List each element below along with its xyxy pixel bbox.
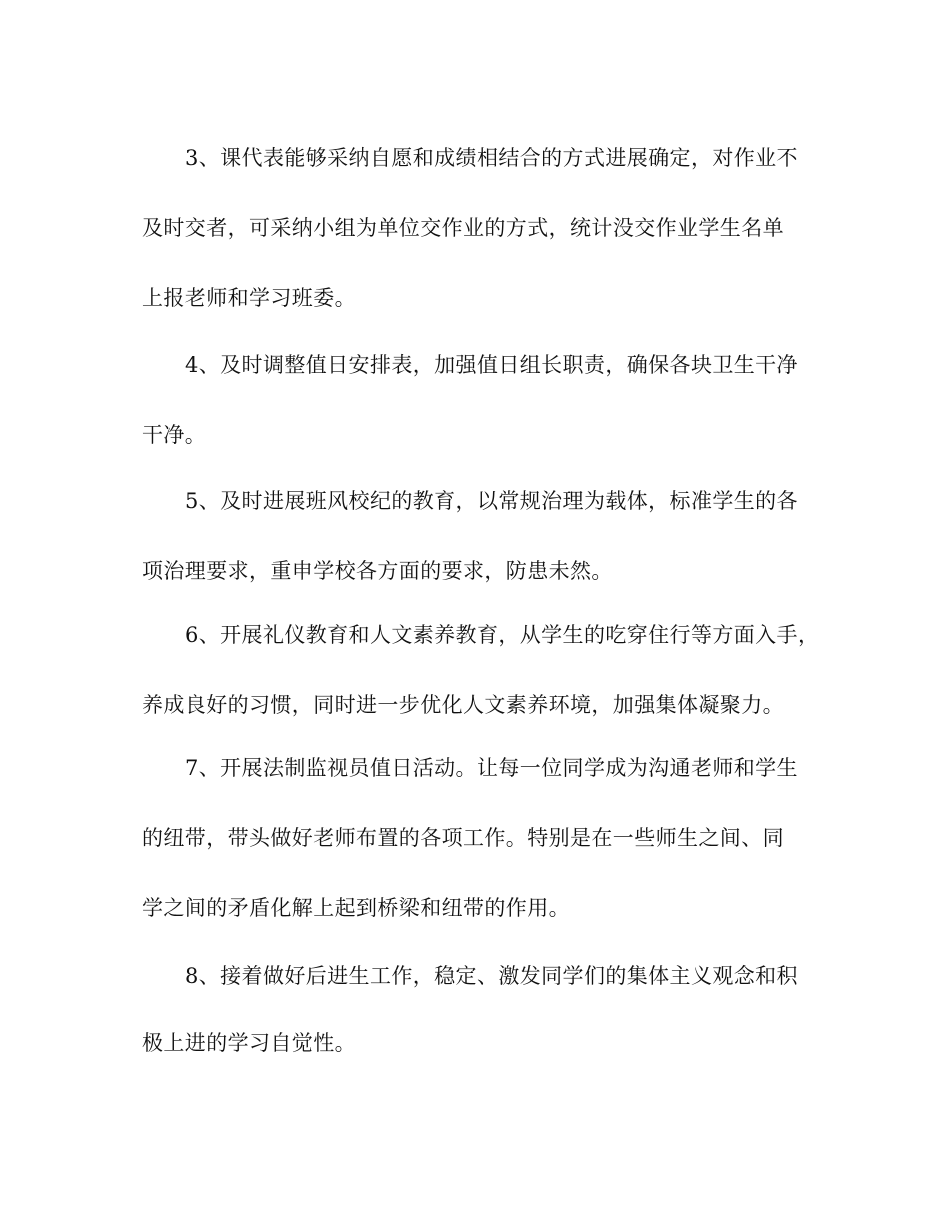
paragraph-3-line-1: 3、课代表能够采纳自愿和成绩相结合的方式进展确定，对作业不 bbox=[185, 146, 798, 170]
paragraph-5-line-1: 5、及时进展班风校纪的教育，以常规治理为载体，标准学生的各 bbox=[185, 489, 798, 513]
paragraph-7-line-3: 学之间的矛盾化解上起到桥梁和纽带的作用。 bbox=[142, 896, 570, 920]
paragraph-4-line-1: 4、及时调整值日安排表，加强值日组长职责，确保各块卫生干净 bbox=[185, 353, 798, 377]
paragraph-8-line-1: 8、接着做好后进生工作，稳定、激发同学们的集体主义观念和积 bbox=[185, 964, 798, 988]
paragraph-6-line-1: 6、开展礼仪教育和人文素养教育，从学生的吃穿住行等方面入手， bbox=[185, 623, 820, 647]
paragraph-8-line-2: 极上进的学习自觉性。 bbox=[142, 1031, 356, 1055]
paragraph-7-line-2: 的纽带，带头做好老师布置的各项工作。特别是在一些师生之间、同 bbox=[142, 826, 784, 850]
paragraph-4-line-2: 干净。 bbox=[142, 423, 207, 447]
paragraph-3-line-3: 上报老师和学习班委。 bbox=[142, 286, 356, 310]
paragraph-3-line-2: 及时交者，可采纳小组为单位交作业的方式，统计没交作业学生名单 bbox=[142, 216, 784, 240]
paragraph-5-line-2: 项治理要求，重申学校各方面的要求，防患未然。 bbox=[142, 559, 613, 583]
paragraph-6-line-2: 养成良好的习惯，同时进一步优化人文素养环境，加强集体凝聚力。 bbox=[142, 693, 784, 717]
paragraph-7-line-1: 7、开展法制监视员值日活动。让每一位同学成为沟通老师和学生 bbox=[185, 756, 798, 780]
